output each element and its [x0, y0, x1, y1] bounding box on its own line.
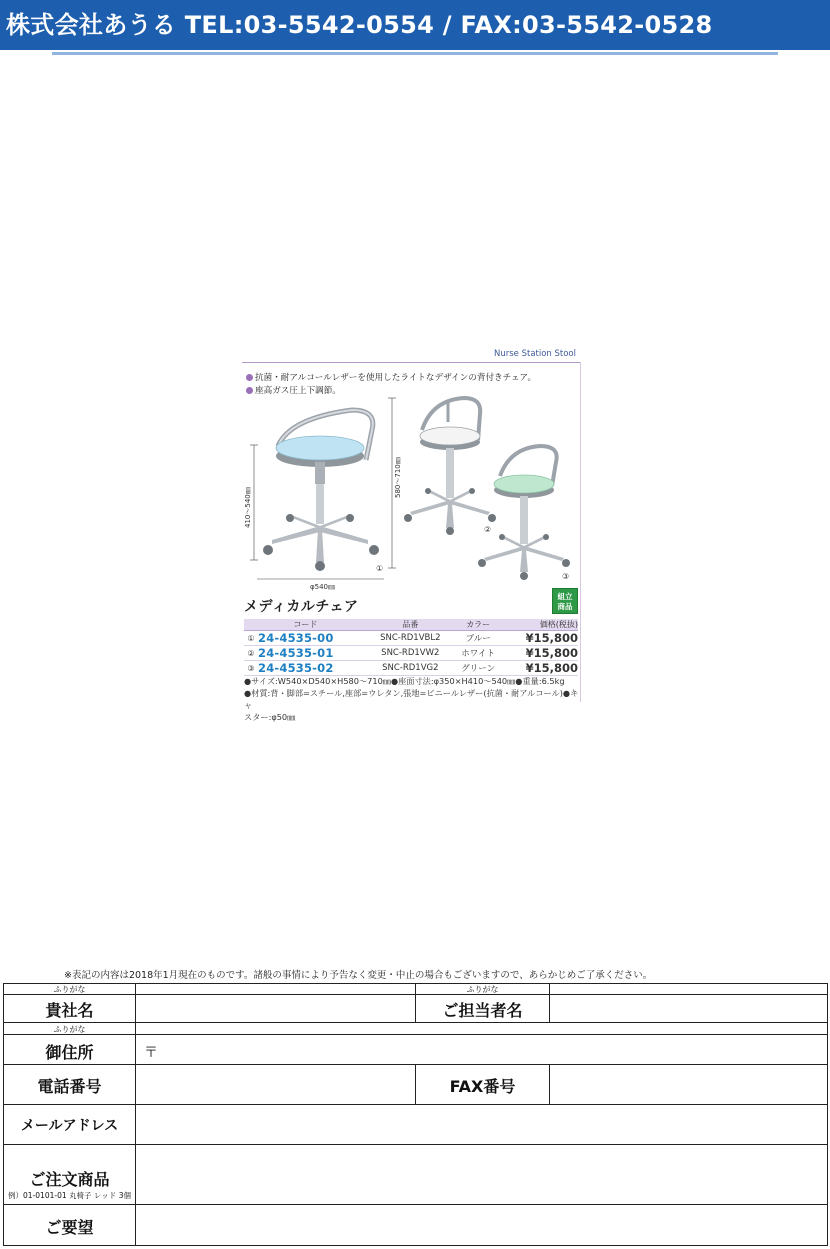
table-row [244, 661, 578, 676]
feature-item [246, 371, 536, 383]
price: ¥15,800 [503, 631, 578, 646]
postal-mark: 〒 [144, 1045, 158, 1061]
order-example: 例）01-0101-01 丸椅子 レッド 3個 [8, 1191, 131, 1200]
email-label: メールアドレス [20, 1118, 119, 1134]
product-illustration [242, 390, 580, 600]
fax-field[interactable] [550, 1065, 826, 1103]
catalog-divider [580, 362, 581, 702]
chair-white [404, 398, 496, 535]
feature-text: 座高ガス圧上下調節。 [255, 386, 341, 396]
dim-diameter: φ540㎜ [310, 583, 335, 591]
order-form [3, 983, 828, 1246]
requests-label: ご要望 [45, 1218, 94, 1237]
person-field[interactable] [550, 995, 826, 1021]
company-label: 貴社名 [45, 1001, 94, 1020]
product-code[interactable]: 24-4535-00 [258, 631, 367, 646]
spec-note-line: ●材質:背・脚部=スチール,座部=ウレタン,張地=ビニールレザー(抗菌・耐アルコール)●キャ [244, 688, 579, 710]
catalog-entry [242, 348, 586, 722]
price: ¥15,800 [503, 661, 578, 676]
notice-text: ※表記の内容は2018年1月現在のものです。諸般の事情により予告なく変更・中止の場合もございますので、あらかじめご了承ください。 [64, 970, 653, 981]
requests-field[interactable] [136, 1205, 826, 1245]
color-name: ホワイト [454, 646, 503, 661]
form-rule [4, 1022, 827, 1023]
furigana-label: ふりがな [53, 985, 86, 994]
product-name: メディカルチェア [244, 599, 359, 615]
col-code: コード [244, 619, 367, 631]
table-header-row [244, 619, 578, 631]
variant-marker: ② [484, 525, 492, 534]
dim-height-left: 410～540㎜ [244, 487, 252, 528]
bullet-icon [246, 374, 253, 381]
spec-note-line: ●サイズ:W540×D540×H580～710㎜●座面寸法:φ350×H410～540㎜●重量:6.5kg [244, 676, 565, 686]
address-field[interactable] [136, 1035, 826, 1063]
chair-blue [263, 410, 383, 573]
model-number: SNC-RD1VBL2 [367, 631, 454, 646]
col-price: 価格(税抜) [503, 619, 578, 631]
row-num: ③ [244, 661, 258, 676]
col-model: 品番 [367, 619, 454, 631]
spec-note-line: スター:φ50㎜ [244, 712, 296, 722]
furigana-label: ふりがな [53, 1025, 86, 1034]
variant-marker: ③ [562, 572, 570, 581]
spec-table [244, 619, 578, 676]
col-color: カラー [454, 619, 503, 631]
email-field[interactable] [136, 1105, 826, 1143]
color-name: ブルー [454, 631, 503, 646]
order-items-field[interactable] [136, 1145, 826, 1203]
catalog-title-line [242, 348, 580, 363]
person-label: ご担当者名 [442, 1001, 523, 1020]
feature-text: 抗菌・耐アルコールレザーを使用したライトなデザインの背付きチェア。 [255, 373, 537, 383]
phone-label: 電話番号 [37, 1077, 102, 1096]
product-code[interactable]: 24-4535-02 [258, 661, 367, 676]
order-items-label: ご注文商品 [29, 1170, 110, 1189]
row-num: ② [244, 646, 258, 661]
spec-notes [244, 675, 582, 723]
product-code[interactable]: 24-4535-01 [258, 646, 367, 661]
chair-green [478, 446, 570, 581]
price: ¥15,800 [503, 646, 578, 661]
company-field[interactable] [136, 995, 414, 1021]
furigana-label: ふりがな [466, 985, 499, 994]
address-label: 御住所 [45, 1043, 94, 1062]
table-row [244, 646, 578, 661]
dim-height-right: 580～710㎜ [394, 457, 402, 498]
header-rule [52, 52, 778, 55]
variant-marker: ① [376, 564, 384, 573]
table-row [244, 631, 578, 646]
badge-line1: 組立 [557, 592, 573, 601]
phone-field[interactable] [136, 1065, 414, 1103]
model-number: SNC-RD1VG2 [367, 661, 454, 676]
chairs-illustration [242, 390, 580, 600]
badge-line2: 商品 [557, 602, 573, 611]
fax-label: FAX番号 [449, 1077, 516, 1096]
model-number: SNC-RD1VW2 [367, 646, 454, 661]
row-num: ① [244, 631, 258, 646]
color-name: グリーン [454, 661, 503, 676]
series-name: Nurse Station Stool [493, 349, 576, 359]
page-header: 株式会社あうる TEL:03-5542-0554 / FAX:03-5542-0528 [0, 0, 830, 50]
assembly-badge [552, 588, 578, 614]
